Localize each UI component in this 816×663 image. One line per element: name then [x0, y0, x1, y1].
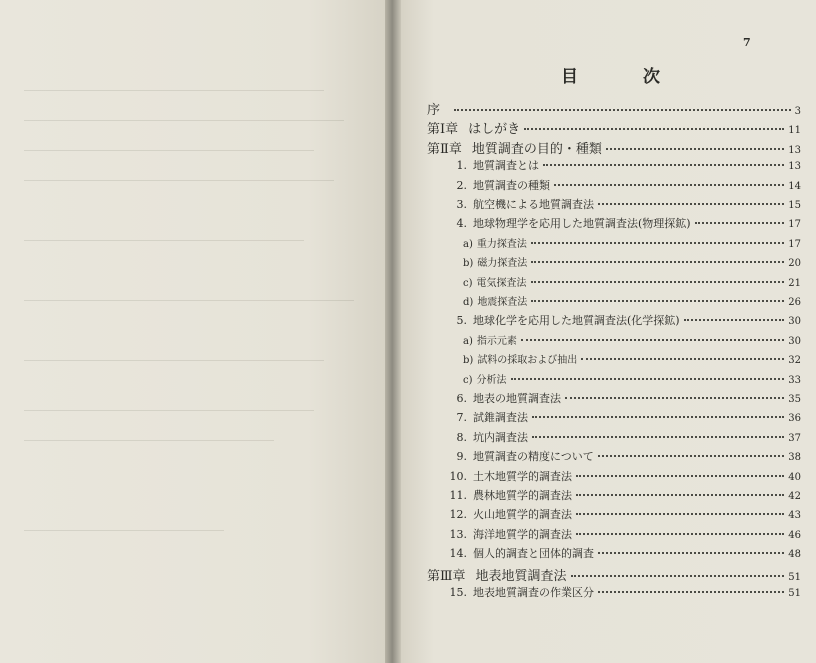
toc-entry-number: 第Ⅰ章 [427, 122, 459, 138]
toc-entry-page: 11 [788, 125, 801, 137]
toc-entry [445, 390, 801, 406]
dot-leader [571, 575, 785, 577]
toc-entry [463, 235, 801, 250]
dot-leader [531, 300, 784, 302]
toc-entry-number: c) [463, 277, 473, 289]
toc-entry [445, 177, 801, 193]
dot-leader [524, 128, 784, 130]
dot-leader [543, 164, 784, 166]
toc-entry-number: 1. [456, 159, 467, 173]
toc-entry-number: 11. [449, 489, 467, 502]
toc-entry-page: 15 [788, 200, 801, 211]
toc-entry-page: 35 [788, 394, 801, 405]
dot-leader [521, 339, 784, 341]
toc-entry [463, 371, 801, 386]
toc-entry [463, 351, 801, 366]
toc-entry [427, 118, 801, 137]
toc-entry-page: 21 [788, 277, 801, 289]
dot-leader [532, 436, 784, 438]
toc-entry-label: 地質調査の精度について [473, 450, 594, 464]
toc-entry [445, 429, 801, 445]
toc-entry-page: 51 [788, 571, 801, 583]
book-gutter [385, 0, 401, 663]
toc-entry-label: 海洋地質学的調査法 [473, 527, 572, 541]
toc-entry-label: 地質調査とは [473, 159, 539, 173]
toc-entry-number: 第Ⅲ章 [427, 568, 466, 584]
dot-leader [565, 397, 784, 399]
dot-leader [511, 378, 785, 380]
toc-entry [427, 99, 801, 118]
toc-entry-label: 個人的調査と団体的調査 [473, 547, 594, 561]
toc-entry-page: 42 [788, 491, 801, 502]
toc-entry-label: 地球化学を応用した地質調査法(化学探鉱) [473, 314, 680, 328]
toc-entry-label: はしがき [468, 122, 521, 138]
toc-entry [427, 138, 801, 157]
toc-entry [463, 293, 801, 308]
toc-entry-page: 33 [788, 374, 801, 386]
toc-entry [445, 196, 801, 212]
dot-leader [576, 533, 784, 535]
page-number: 7 [743, 36, 751, 49]
dot-leader [576, 494, 784, 496]
bleed-line [24, 410, 314, 411]
toc-entry-label: 重力探査法 [476, 238, 527, 250]
toc-entry-page: 51 [788, 588, 801, 599]
toc-entry-page: 40 [788, 471, 801, 483]
toc-entry-number: c) [463, 374, 473, 386]
toc-entry [463, 274, 801, 289]
toc-entry-label: 地球物理学を応用した地質調査法(物理探鉱) [473, 217, 691, 231]
toc-entry-page: 17 [788, 219, 801, 231]
dot-leader [531, 242, 784, 244]
bleed-line [24, 180, 334, 181]
toc-entry-page: 48 [788, 549, 801, 561]
dot-leader [576, 513, 784, 515]
dot-leader [684, 319, 785, 321]
toc-entry-number: 8. [456, 430, 467, 444]
toc-entry [445, 526, 801, 542]
toc-entry [463, 254, 801, 269]
toc-entry-number: a) [463, 238, 473, 250]
toc-entry-number: 10. [449, 469, 467, 483]
toc-entry-page: 3 [794, 106, 801, 117]
toc-entry [445, 312, 801, 328]
toc-entry-number: 14. [449, 547, 467, 561]
toc-entry [445, 584, 801, 600]
toc-entry-number: 9. [456, 450, 467, 464]
dot-leader [554, 184, 784, 186]
toc-entry-label: 地表地質調査の作業区分 [473, 586, 594, 599]
toc-entry [445, 487, 801, 503]
bleed-line [24, 440, 274, 441]
toc-entry-number: a) [463, 335, 473, 347]
toc-entry-label: 指示元素 [476, 335, 517, 347]
toc-entry [445, 215, 801, 231]
dot-leader [598, 455, 784, 457]
toc-entry-label: 地表地質調査法 [475, 568, 567, 584]
left-page [0, 0, 385, 663]
toc-entry-number: b) [463, 355, 474, 367]
toc-entry-number: 6. [456, 392, 467, 405]
toc-entry-label: 土木地質学的調査法 [473, 469, 572, 483]
toc-entry-page: 30 [788, 335, 801, 347]
toc-entry-page: 14 [788, 180, 801, 192]
dot-leader [576, 475, 784, 477]
toc-entry-label: 地表の地質調査法 [473, 392, 561, 405]
bleed-line [24, 300, 354, 301]
toc-entry-page: 17 [788, 238, 801, 250]
dot-leader [531, 261, 784, 263]
toc-entry-page: 30 [788, 316, 801, 328]
dot-leader [695, 222, 785, 224]
toc-entry-number: 12. [449, 508, 467, 522]
toc-entry-label: 分析法 [476, 374, 507, 386]
toc-entry-label: 磁力探査法 [477, 258, 528, 270]
toc-entry [445, 157, 801, 173]
toc-entry-number: 2. [456, 178, 467, 192]
toc-entry-page: 46 [788, 529, 801, 541]
bleed-line [24, 150, 314, 151]
toc-entry-number: 5. [456, 314, 467, 328]
toc-entry-number: 7. [456, 411, 467, 425]
toc-entry-number: 第Ⅱ章 [427, 141, 462, 157]
toc-entry [445, 545, 801, 561]
bleed-line [24, 240, 304, 241]
toc-entry-label: 試料の採取および抽出 [477, 355, 578, 367]
toc-entry-label: 農林地質学的調査法 [473, 489, 572, 502]
bleed-line [24, 120, 344, 121]
toc-entry-label: 試錐調査法 [473, 411, 528, 425]
toc-entry-label: 坑内調査法 [473, 430, 528, 444]
bleed-line [24, 360, 324, 361]
toc-entry-label: 地震探査法 [477, 297, 528, 308]
dot-leader [454, 109, 791, 111]
toc-entry-page: 13 [788, 161, 801, 173]
toc-entry [463, 332, 801, 347]
toc-entry [427, 565, 801, 584]
dot-leader [598, 591, 784, 593]
toc-entry-page: 37 [788, 432, 801, 444]
dot-leader [531, 281, 785, 283]
toc-entry-number: 13. [449, 527, 467, 541]
toc-entry [445, 468, 801, 484]
toc-entry-label: 電気探査法 [476, 277, 527, 289]
toc-entry-label: 地質調査の種類 [473, 178, 550, 192]
toc-entry [445, 448, 801, 464]
toc-entry-page: 26 [788, 297, 801, 308]
dot-leader [598, 203, 784, 205]
toc-entry [445, 409, 801, 425]
bleed-line [24, 530, 224, 531]
toc-entry-number: 序 [427, 103, 441, 118]
dot-leader [532, 416, 784, 418]
toc-entry-page: 43 [788, 510, 801, 522]
toc-entry-number: d) [463, 297, 474, 308]
toc-entry-page: 20 [788, 258, 801, 270]
page-title: 目 次 [561, 67, 684, 87]
toc-entry-label: 航空機による地質調査法 [473, 198, 594, 211]
toc-entry-page: 13 [788, 144, 801, 156]
toc-entry-page: 32 [788, 355, 801, 367]
toc-page [401, 0, 816, 663]
toc-entry-label: 地質調査の目的・種類 [471, 141, 602, 157]
dot-leader [581, 358, 784, 360]
dot-leader [598, 552, 784, 554]
toc-entry-number: b) [463, 258, 474, 270]
toc-entry-label: 火山地質学的調査法 [473, 508, 572, 522]
toc-entry-page: 36 [788, 413, 801, 425]
toc-entry-number: 3. [456, 198, 467, 211]
dot-leader [606, 148, 784, 150]
toc-entry [445, 506, 801, 522]
toc-entry-number: 4. [456, 217, 467, 231]
toc-entry-number: 15. [449, 586, 467, 599]
bleed-line [24, 90, 324, 91]
toc-entry-page: 38 [788, 452, 801, 464]
